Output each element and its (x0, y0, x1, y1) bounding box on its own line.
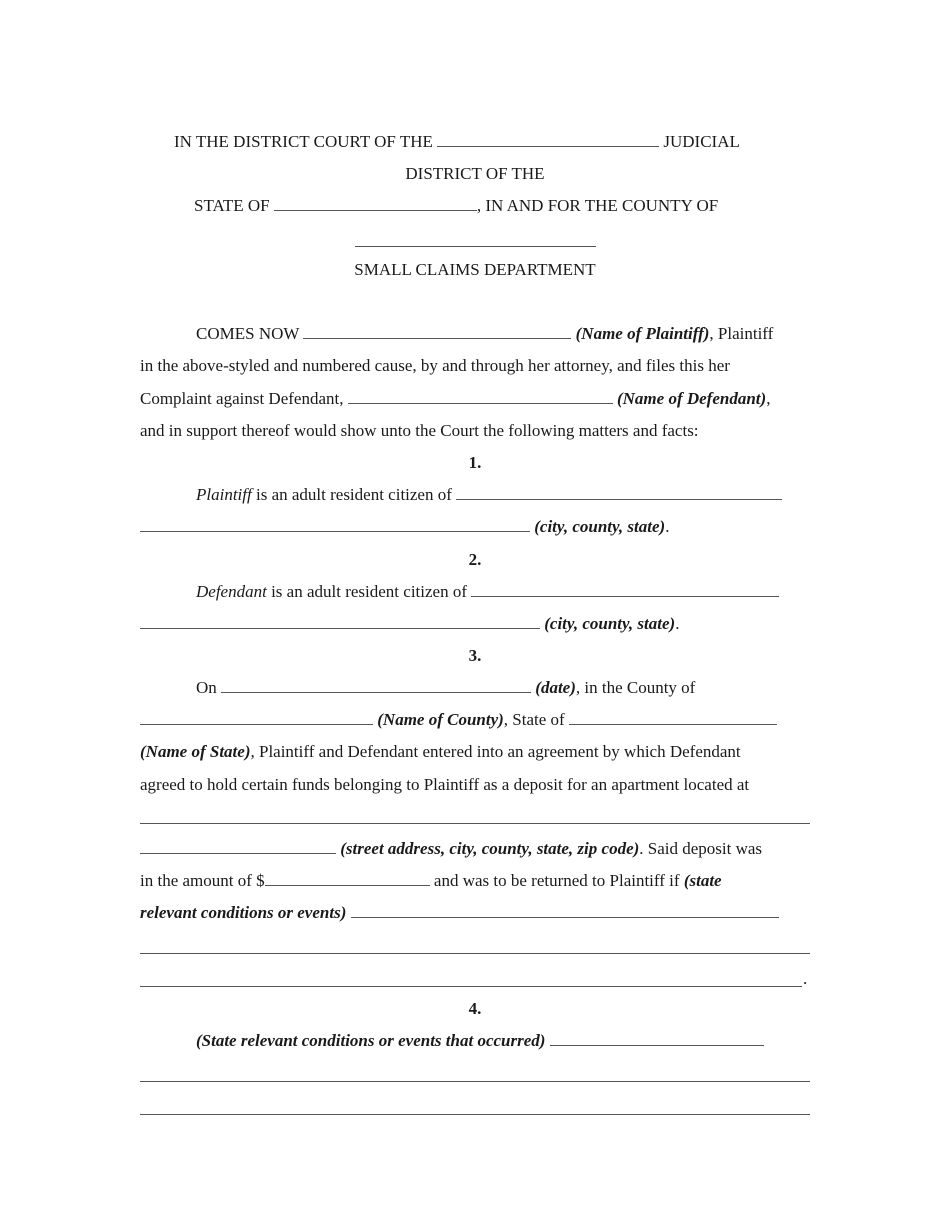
section-3-line-2 (140, 710, 777, 730)
conditions-end-period: . (803, 969, 808, 988)
section-1-text: is an adult resident citizen of (251, 485, 452, 504)
address-hint: (street address, city, county, state, zip code) (340, 839, 640, 858)
events-blank[interactable] (550, 1031, 764, 1046)
state-blank[interactable] (274, 196, 477, 211)
address-blank-2[interactable] (140, 839, 336, 854)
court-heading-text: IN THE DISTRICT COURT OF THE (174, 132, 433, 151)
section-1-hint: (city, county, state) (534, 517, 666, 536)
conditions-hint-start: (state (683, 871, 722, 890)
defendant-name-blank[interactable] (348, 389, 613, 404)
address-blank-line[interactable] (140, 823, 810, 824)
section-4-hint: (State relevant conditions or events that occurred) (196, 1031, 546, 1050)
events-blank-line-3[interactable] (140, 1114, 810, 1115)
defendant-residence-blank-2[interactable] (140, 614, 540, 629)
conditions-blank[interactable] (351, 903, 779, 918)
section-1-line-1 (196, 485, 782, 505)
intro-line-4: and in support thereof would show unto the Court the following matters and facts: (140, 421, 699, 440)
section-3-line-8 (140, 903, 779, 923)
comes-now-text: COMES NOW (196, 324, 300, 343)
section-1-number: 1. (468, 453, 482, 472)
judicial-district-blank[interactable] (437, 132, 659, 147)
plaintiff-subject: Plaintiff (196, 485, 252, 504)
date-blank[interactable] (221, 678, 531, 693)
conditions-hint: relevant conditions or events) (140, 903, 347, 922)
plaintiff-name-blank[interactable] (303, 324, 571, 339)
defendant-residence-blank[interactable] (471, 582, 779, 597)
section-3-line-6 (140, 839, 762, 859)
plaintiff-residence-blank[interactable] (456, 485, 782, 500)
conditions-blank-line-3[interactable] (140, 986, 802, 987)
judicial-text: JUDICIAL (663, 132, 740, 151)
defendant-subject: Defendant (196, 582, 267, 601)
court-heading-line (174, 132, 740, 152)
section-2-line-1 (196, 582, 779, 602)
plaintiff-name-hint: (Name of Plaintiff) (575, 324, 710, 343)
section-4-line-1 (196, 1031, 764, 1051)
defendant-name-hint: (Name of Defendant) (616, 389, 767, 408)
plaintiff-residence-blank-2[interactable] (140, 517, 530, 532)
amount-blank[interactable] (265, 871, 430, 886)
state-hint: (Name of State) (140, 742, 251, 761)
section-3-number: 3. (468, 646, 482, 665)
on-text: On (196, 678, 217, 697)
county-blank[interactable] (355, 246, 596, 247)
period: . (665, 517, 670, 536)
section-3-line-1 (196, 678, 695, 698)
date-hint: (date) (535, 678, 576, 697)
complaint-text: Complaint against Defendant, (140, 389, 344, 408)
department-title: SMALL CLAIMS DEPARTMENT (354, 260, 596, 279)
agreement-text: , Plaintiff and Defendant entered into an agreement by which Defendant (250, 742, 741, 761)
conditions-blank-line-2[interactable] (140, 953, 810, 954)
amount-text: and was to be returned to Plaintiff if (429, 871, 684, 890)
district-line: DISTRICT OF THE (405, 164, 545, 183)
state-of-text: , State of (503, 710, 565, 729)
section-4-number: 4. (468, 999, 482, 1018)
section-2-hint: (city, county, state) (544, 614, 676, 633)
intro-line-2: in the above-styled and numbered cause, by and through her attorney, and files this her (140, 356, 730, 375)
comma: , (766, 389, 771, 408)
county-hint: (Name of County) (377, 710, 504, 729)
section-1-line-2 (140, 517, 669, 537)
section-2-line-2 (140, 614, 679, 634)
state-name-blank[interactable] (569, 710, 777, 725)
state-prefix: STATE OF (194, 196, 270, 215)
section-2-number: 2. (468, 550, 482, 569)
state-line (194, 196, 718, 216)
deposit-text: . Said deposit was (639, 839, 763, 858)
period: . (675, 614, 680, 633)
amount-prefix: in the amount of $ (140, 871, 265, 890)
county-name-blank[interactable] (140, 710, 373, 725)
events-blank-line-2[interactable] (140, 1081, 810, 1082)
plaintiff-word: , Plaintiff (709, 324, 774, 343)
section-3-line-3 (140, 742, 741, 762)
section-3-line-7 (140, 871, 722, 891)
comes-now-line (196, 324, 773, 344)
county-text: , in the County of (575, 678, 696, 697)
section-3-line-4: agreed to hold certain funds belonging to Plaintiff as a deposit for an apartment located at (140, 775, 750, 794)
complaint-line (140, 389, 770, 409)
county-of-text: , IN AND FOR THE COUNTY OF (476, 196, 719, 215)
section-2-text: is an adult resident citizen of (266, 582, 467, 601)
